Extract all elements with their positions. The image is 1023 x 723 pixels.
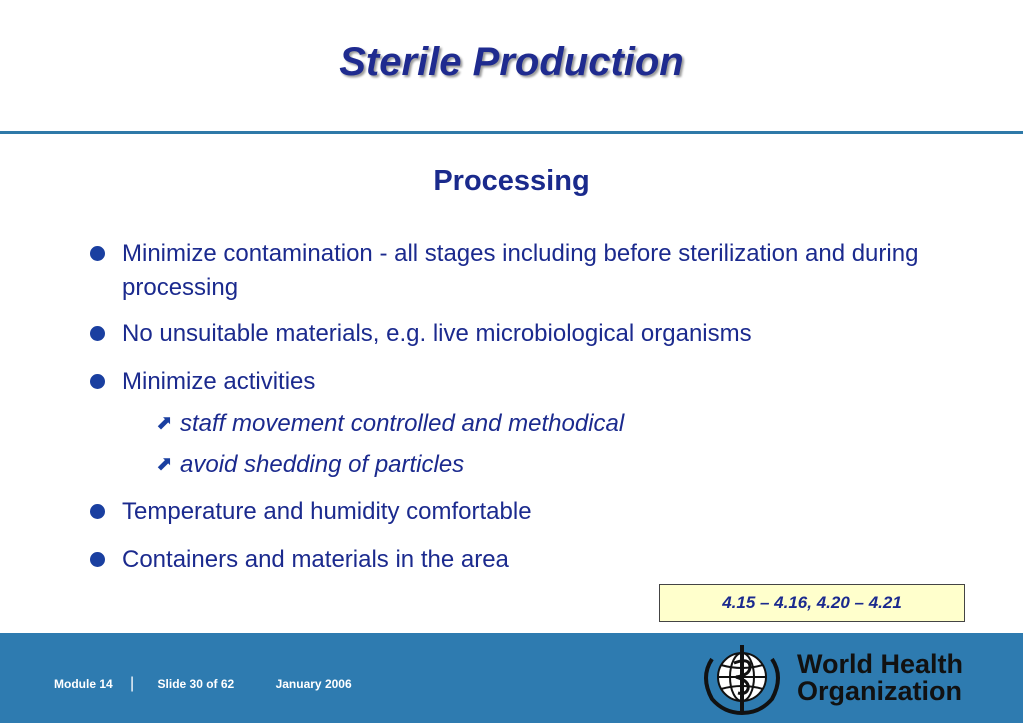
reference-box (659, 584, 965, 622)
slide-title: Sterile Production (339, 40, 684, 84)
footer-date: January 2006 (275, 677, 352, 691)
who-logo-text (797, 651, 963, 705)
footer-separator: | (130, 675, 135, 692)
footer-bar (0, 633, 1023, 723)
bullet-icon (90, 326, 105, 341)
arrow-up-right-icon: ⬈ (156, 412, 173, 434)
who-emblem-icon (694, 639, 790, 717)
org-name-line2: Organization (797, 676, 963, 706)
bullet-icon (90, 504, 105, 519)
who-logo (694, 639, 984, 717)
slide-number: Slide 30 of 62 (157, 677, 235, 691)
sub-bullet-text: avoid shedding of particles (180, 451, 465, 478)
bullet-icon (90, 552, 105, 567)
org-name-line1: World Health (797, 649, 964, 679)
sub-bullet-item (88, 407, 968, 440)
bullet-item (88, 495, 968, 529)
bullet-list (88, 237, 968, 577)
bullet-icon (90, 246, 105, 261)
bullet-text: Containers and materials in the area (122, 546, 509, 573)
reference-text: 4.15 – 4.16, 4.20 – 4.21 (722, 593, 902, 612)
bullet-text: Temperature and humidity comfortable (122, 498, 532, 525)
bullet-item (88, 237, 968, 305)
bullet-text: No unsuitable materials, e.g. live microbiological organisms (122, 320, 752, 347)
bullet-item (88, 317, 968, 351)
slide-subtitle: Processing (433, 165, 590, 197)
module-label: Module 14 (54, 677, 113, 691)
bullet-item (88, 365, 968, 399)
bullet-text: Minimize activities (122, 368, 316, 395)
arrow-up-right-icon: ⬈ (156, 453, 173, 475)
bullet-text: Minimize contamination - all stages including before sterilization and during processing (122, 240, 919, 301)
footer-info (54, 675, 366, 693)
title-divider (0, 131, 1023, 134)
bullet-icon (90, 374, 105, 389)
sub-bullet-item (88, 448, 968, 481)
bullet-item (88, 543, 968, 577)
sub-bullet-text: staff movement controlled and methodical (180, 410, 625, 437)
